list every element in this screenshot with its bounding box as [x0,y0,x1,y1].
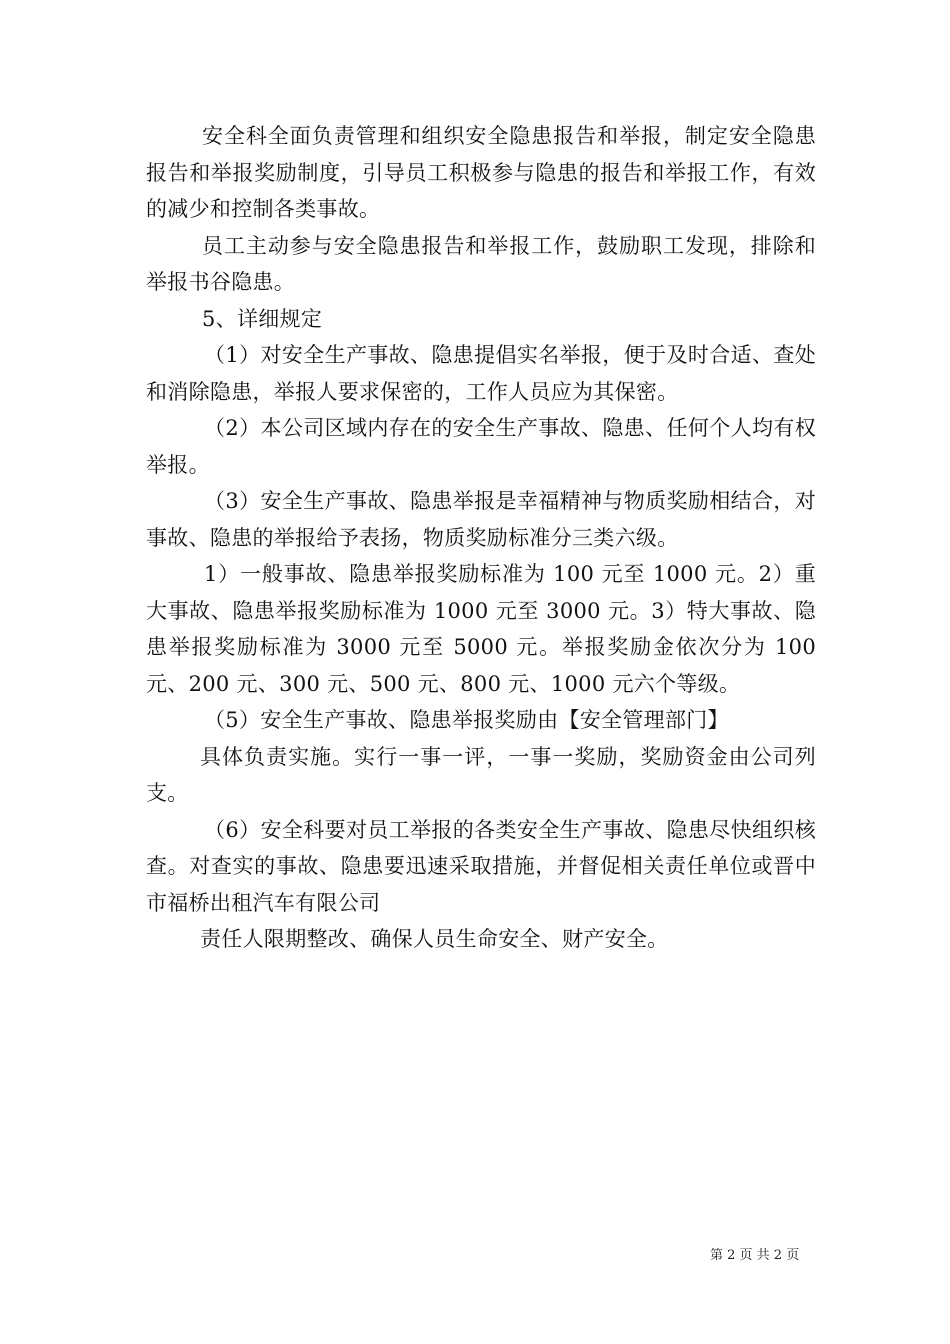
paragraph-rule-1: （1）对安全生产事故、隐患提倡实名举报，便于及时合适、查处和消除隐患，举报人要求保密的，工作人员应为其保密。 [146,343,816,404]
paragraph-rule-6: （6）安全科要对员工举报的各类安全生产事故、隐患尽快组织核查。对查实的事故、隐患要迅速采取措施，并督促相关责任单位或晋中市福桥出租汽车有限公司 [146,817,816,915]
document-body [146,118,816,958]
paragraph-rule-5: （5）安全生产事故、隐患举报奖励由【安全管理部门】 [204,708,729,732]
section-heading-detailed-rules: 5、详细规定 [202,306,323,331]
paragraph-safety-dept: 安全科全面负责管理和组织安全隐患报告和举报，制定安全隐患报告和举报奖励制度，引导员工积极参与隐患的报告和举报工作，有效的减少和控制各类事故。 [146,124,816,221]
paragraph-rectification: 责任人限期整改、确保人员生命安全、财产安全。 [200,927,669,951]
paragraph-implementation: 具体负责实施。实行一事一评，一事一奖励，奖励资金由公司列支。 [146,744,816,805]
paragraph-rule-2: （2）本公司区域内存在的安全生产事故、隐患、任何个人均有权举报。 [146,416,816,477]
paragraph-reward-standards: 1）一般事故、隐患举报奖励标准为 100 元至 1000 元。2）重大事故、隐患举报奖励标准为 1000 元至 3000 元。3）特大事故、隐患举报奖励标准为 3000 元至 5000 元。举报奖励金依次分为 100 元、200 元、300 元、500 元、800 元、1000 元六个等级。 [146,562,816,696]
paragraph-rule-3: （3）安全生产事故、隐患举报是幸福精神与物质奖励相结合，对事故、隐患的举报给予表扬，物质奖励标准分三类六级。 [146,489,816,550]
paragraph-employee-participation: 员工主动参与安全隐患报告和举报工作，鼓励职工发现，排除和举报书谷隐患。 [146,233,816,294]
page-number-footer: 第 2 页 共 2 页 [710,1248,800,1263]
